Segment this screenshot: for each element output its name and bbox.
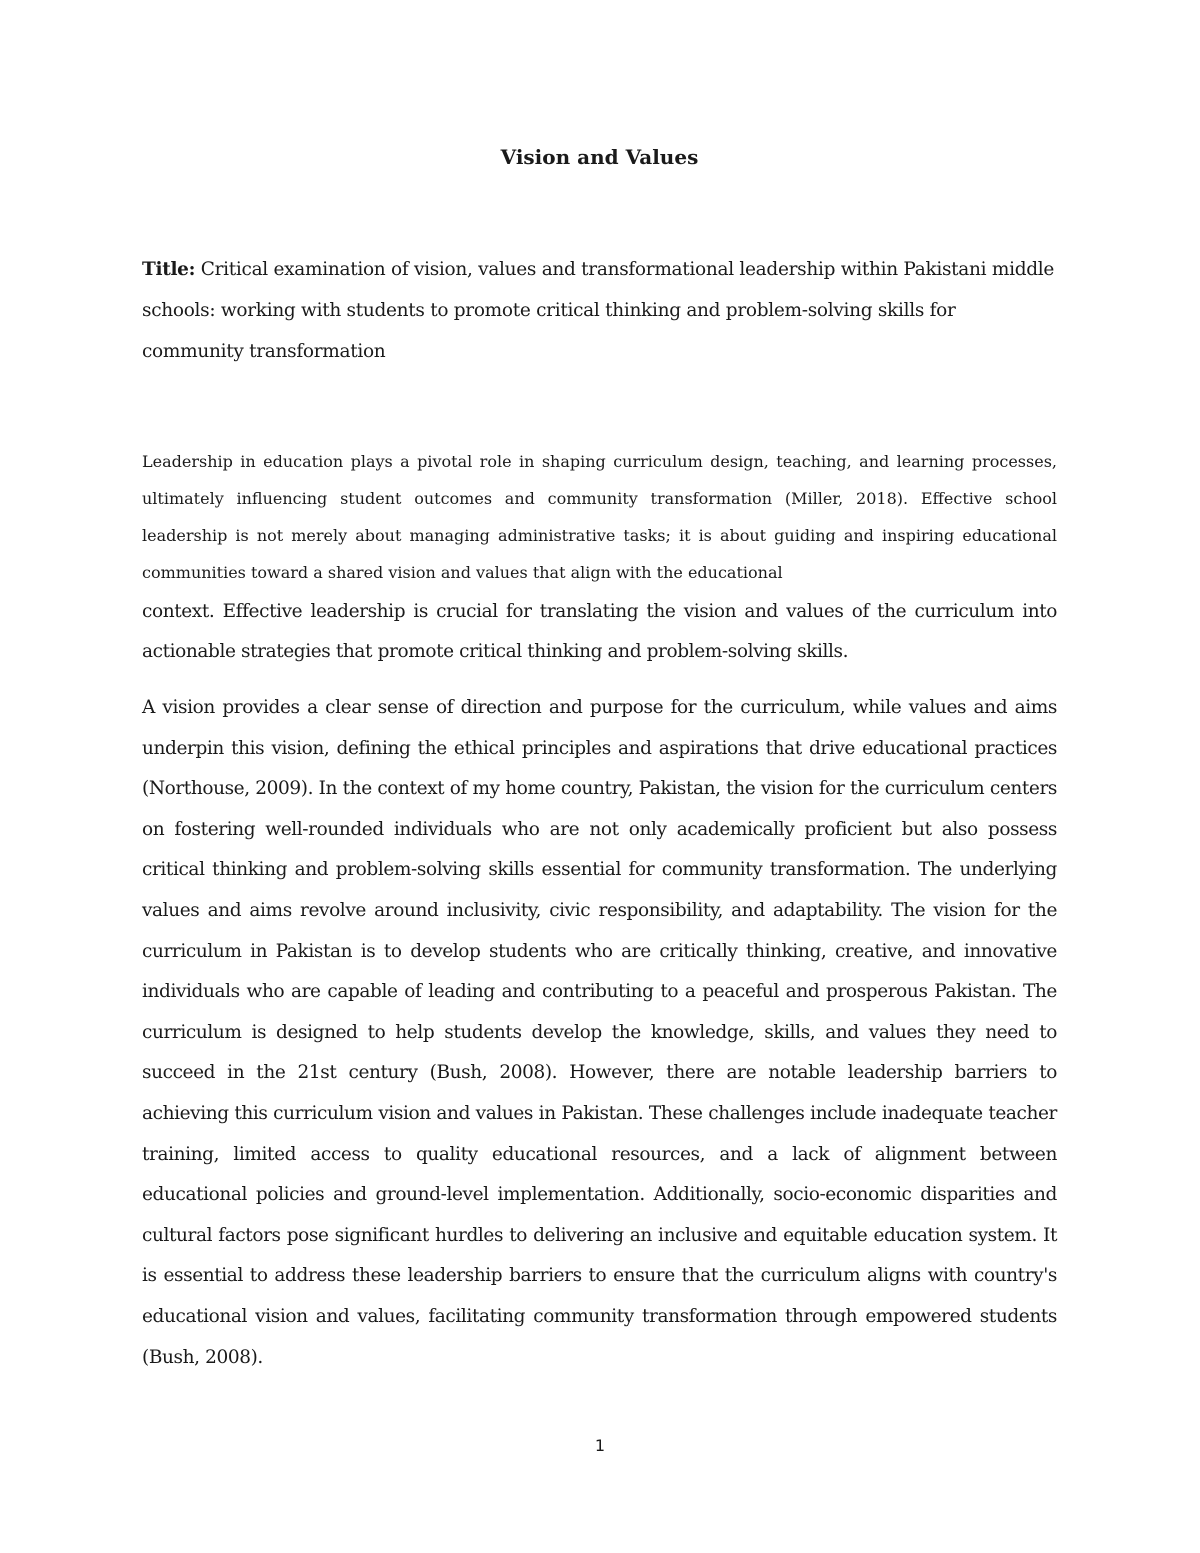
- body-paragraph-2: A vision provides a clear sense of direction and purpose for the curriculum, while values and aims underpin this vision, defining the ethical principles and aspirations that drive educational practices (Northouse, 2009). In the context of my home country, Pakistan, the vision for the curriculum centers on fostering well-rounded individuals who are not only academically proficient but also possess critical thinking and problem-solving skills essential for community transformation. The underlying values and aims revolve around inclusivity, civic responsibility, and adaptability. The vision for the curriculum in Pakistan is to develop students who are critically thinking, creative, and innovative individuals who are capable of leading and contributing to a peaceful and prosperous Pakistan. The curriculum is designed to help students develop the knowledge, skills, and values they need to succeed in the 21st century (Bush, 2008). However, there are notable leadership barriers to achieving this curriculum vision and values in Pakistan. These challenges include inadequate teacher training, limited access to quality educational resources, and a lack of alignment between educational policies and ground-level implementation. Additionally, socio-economic disparities and cultural factors pose significant hurdles to delivering an inclusive and equitable education system. It is essential to address these leadership barriers to ensure that the curriculum aligns with country's educational vision and values, facilitating community transformation through empowered students (Bush, 2008).: [142, 697, 1057, 1368]
- title-text: Critical examination of vision, values and transformational leadership within Pakistani middle schools: working with students to promote critical thinking and problem-solving skills for community transformation: [142, 259, 1055, 362]
- body-paragraph-1-part-b: context. Effective leadership is crucial for translating the vision and values of the curriculum into actionable strategies that promote critical thinking and problem-solving skills.: [142, 601, 1057, 662]
- title-block: [142, 249, 1057, 372]
- page-number: 1: [594, 1436, 606, 1455]
- document-heading: Vision and Values: [500, 145, 699, 169]
- title-label: Title:: [142, 259, 196, 280]
- body-paragraph-1-part-a: Leadership in education plays a pivotal role in shaping curriculum design, teaching, and learning processes, ultimately influencing student outcomes and community transformation (Miller, 2018). Effective school leadership is not merely about managing administrative tasks; it is about guiding and inspiring educational communities toward a shared vision and values that align with the educational: [142, 452, 1057, 582]
